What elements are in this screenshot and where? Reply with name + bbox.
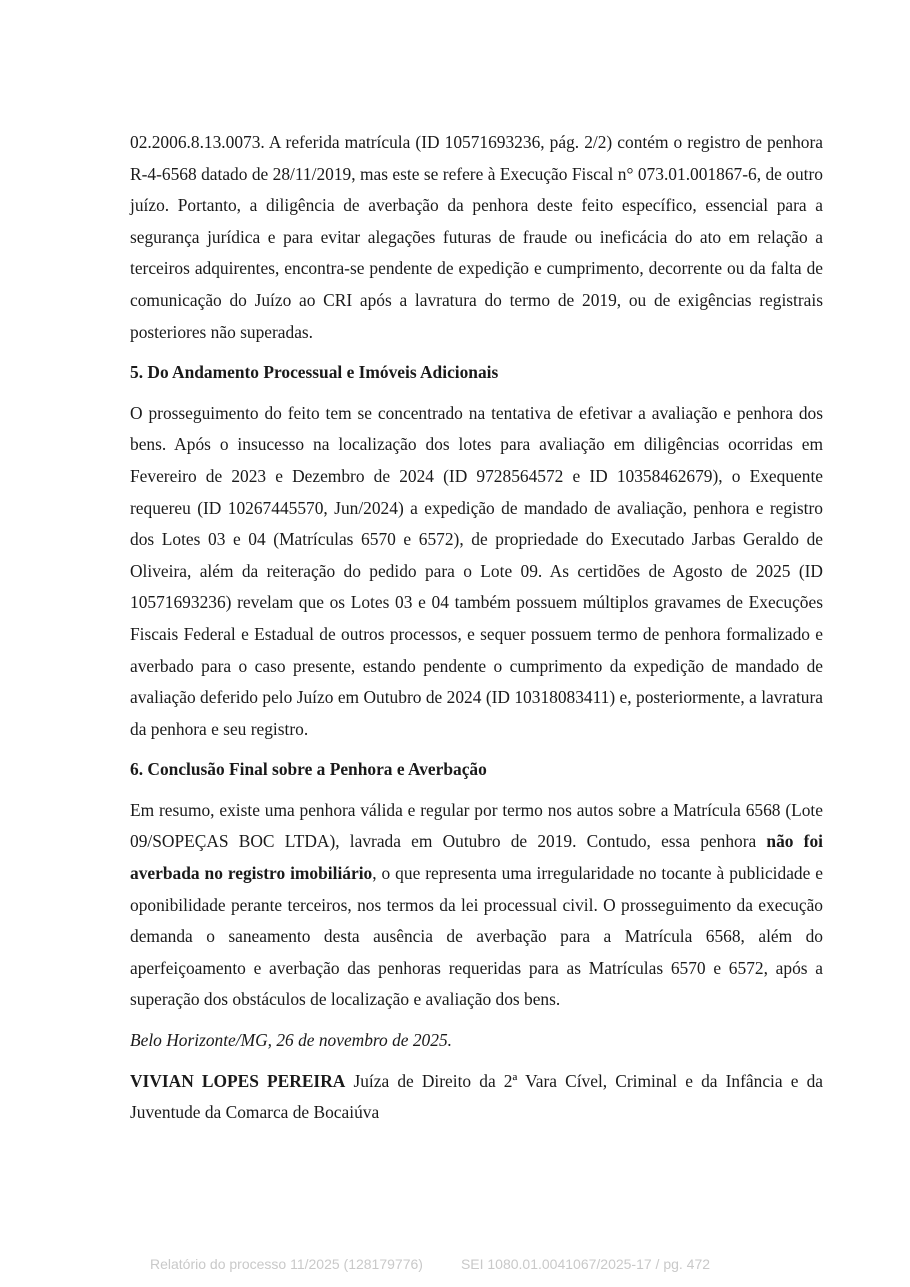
signature-block <box>130 1066 823 1129</box>
section-6-text-part1: Em resumo, existe uma penhora válida e regular por termo nos autos sobre a Matrícula 6568 (Lote 09/SOPEÇAS BOC LTDA), lavrada em Outubro de 2019. Contudo, essa penhora <box>130 799 823 852</box>
section-6-heading: 6. Conclusão Final sobre a Penhora e Averbação <box>130 759 487 780</box>
footer-sei-reference: SEI 1080.01.0041067/2025-17 / pg. 472 <box>460 1256 711 1272</box>
intro-paragraph: 02.2006.8.13.0073. A referida matrícula (ID 10571693236, pág. 2/2) contém o registro de penhora R-4-6568 datado de 28/11/2019, mas este se refere à Execução Fiscal n° 073.01.001867-6, de outro juízo. Portanto, a diligência de averbação da penhora deste feito específico, essencial para a segurança jurídica e para evitar alegações futuras de fraude ou ineficácia do ato em relação a terceiros adquirentes, encontra-se pendente de expedição e cumprimento, decorrente ou da falta de comunicação do Juízo ao CRI após a lavratura do termo de 2019, ou de exigências registrais posteriores não superadas. <box>130 132 823 342</box>
section-6-bold-text: não foi averbada no registro imobiliário <box>130 831 823 884</box>
section-5-paragraph: O prosseguimento do feito tem se concentrado na tentativa de efetivar a avaliação e penhora dos bens. Após o insucesso na localização dos lotes para avaliação em diligências ocorridas em Fevereiro de 2023 e Dezembro de 2024 (ID 9728564572 e ID 10358462679), o Exequente requereu (ID 10267445570, Jun/2024) a expedição de mandado de avaliação, penhora e registro dos Lotes 03 e 04 (Matrículas 6570 e 6572), de propriedade do Executado Jarbas Geraldo de Oliveira, além da reiteração do pedido para o Lote 09. As certidões de Agosto de 2025 (ID 10571693236) revelam que os Lotes 03 e 04 também possuem múltiplos gravames de Execuções Fiscais Federal e Estadual de outros processos, e sequer possuem termo de penhora formalizado e averbado para o caso presente, estando pendente o cumprimento da expedição de mandado de avaliação deferido pelo Juízo em Outubro de 2024 (ID 10318083411) e, posteriormente, a lavratura da penhora e seu registro. <box>130 402 823 739</box>
signer-title: Juíza de Direito da 2ª Vara Cível, Criminal e da Infância e da Juventude da Comarca de Bocaiúva <box>130 1070 823 1123</box>
section-6-paragraph <box>130 795 823 1016</box>
document-body <box>130 127 823 1129</box>
page-footer <box>150 1256 790 1272</box>
signer-name: VIVIAN LOPES PEREIRA <box>130 1070 346 1091</box>
footer-report-reference: Relatório do processo 11/2025 (128179776) <box>150 1256 423 1272</box>
section-6-text-part2: , o que representa uma irregularidade no tocante à publicidade e oponibilidade perante terceiros, nos termos da lei processual civil. O prosseguimento da execução demanda o saneamento desta ausência de averbação para a Matrícula 6568, além do aperfeiçoamento e averbação das penhoras requeridas para as Matrículas 6570 e 6572, após a superação dos obstáculos de localização e avaliação dos bens. <box>130 863 824 1010</box>
section-5-heading: 5. Do Andamento Processual e Imóveis Adicionais <box>130 362 499 383</box>
place-and-date: Belo Horizonte/MG, 26 de novembro de 2025. <box>130 1030 452 1051</box>
